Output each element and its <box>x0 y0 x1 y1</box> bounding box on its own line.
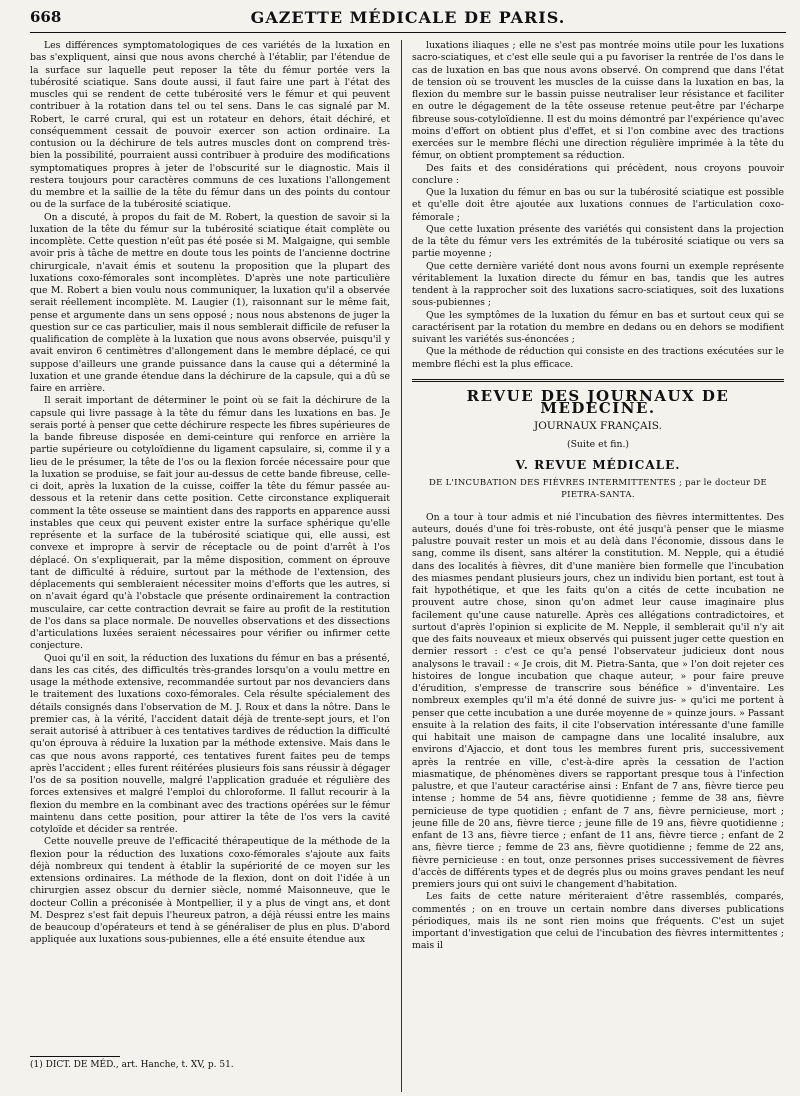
page-header <box>30 8 786 30</box>
column-divider <box>401 40 402 1092</box>
page-number: 668 <box>30 8 62 26</box>
paragraph: Cette nouvelle preuve de l'efficacité thérapeutique de la méthode de la flexion pour la réduction des luxations coxo-fémorales s'ajoute aux faits déjà nombreux qui tendent à établir la supériorité de ce moyen sur les extensions ordinaires. La méthode de la flexion, dont on doit l'idée à un chirurgien assez obscur du dernier siècle, nommé Maisonneuve, que le docteur Collin a préconisée à Montpellier, il y a plus de vingt ans, et dont M. Desprez s'est fait depuis l'heureux patron, a déjà réussi entre les mains de beaucoup d'opérateurs et tend à se généraliser de plus en plus. D'abord appliquée aux luxations sous-pubiennes, elle a été ensuite étendue aux <box>30 836 390 946</box>
paragraph: Les faits de cette nature mériteraient d'être rassemblés, comparés, commentés ; on en trouve un certain nombre dans diverses publications périodiques, mais ils ne sont rien moins que fréquents. C'est un sujet important d'investigation que celui de l'incubation des fièvres intermittentes ; mais il <box>412 891 784 952</box>
paragraph: Les différences symptomatologiques de ces variétés de la luxation en bas s'expliquent, ainsi que nous avons cherché à l'établir, par l'étendue de la surface sur laquelle peut reposer la tête du fémur portée vers la tubérosité sciatique. Sans doute aussi, il faut faire une part à l'état des muscles qui se rendent de cette tubérosité vers le fémur et qui peuvent contribuer à la rotation dans tel ou tel sens. Dans le cas signalé par M. Robert, le carré crural, qui est un rotateur en dehors, était déchiré, et conséquemment cessait de pouvoir exercer son action ordinaire. La contusion ou la déchirure de tels autres muscles dont on comprend très-bien la possibilité, pourraient aussi contribuer à produire des modifications symptomatiques propres à jeter de l'obscurité sur le diagnostic. Mais il restera toujours pour caractères communs de ces luxations l'allongement du membre et la saillie de la tête du fémur dans un des points du contour ou de la surface de la tubérosité sciatique. <box>30 40 390 211</box>
review-continuation: (Suite et fin.) <box>566 438 630 450</box>
right-column <box>412 40 784 1092</box>
section-heading: V. REVUE MÉDICALE. <box>515 457 681 472</box>
conclusion-item: Que les symptômes de la luxation du fémur en bas et surtout ceux qui se caractérisent par la rotation du membre en dedans ou en dehors se modifient suivant les variétés sus-énoncées ; <box>412 309 784 345</box>
review-title: REVUE DES JOURNAUX DE MÉDECINE. <box>466 386 730 417</box>
conclusion-item: Que cette dernière variété dont nous avons fourni un exemple représente véritablement la luxation directe du fémur en bas, tandis que les autres tendent à la rapprocher soit des luxations sacro-sciatiques, soit des luxations sous-pubiennes ; <box>412 260 784 309</box>
header-rule <box>30 32 786 33</box>
left-column <box>30 40 390 1053</box>
paragraph: On a tour à tour admis et nié l'incubation des fièvres intermittentes. Des auteurs, doués d'une foi très-robuste, ont été jusqu'à penser que le miasme palustre pouvait rester un mois et au delà dans l'économie, dissous dans le sang, comme ils disent, sans altérer la constitution. M. Nepple, qui a étudié dans des localités à fièvres, dit d'une manière bien formelle que l'incubation des miasmes pendant plusieurs jours, chez un individu bien portant, est tout à fait hypothétique, et que les faits qu'on a cités de cette incubation ne prouvent autre chose, sinon qu'on admet leur cause imaginaire plus facilement qu'une cause naturelle. Après ces allégations contradictoires, et surtout d'après l'opinion si explicite de M. Nepple, il semblerait qu'il n'y ait que des faits nouveaux et mieux observés qui puissent juger cette question en dernier ressort : c'est ce qu'a pensé l'observateur judicieux dont nous analysons le travail : « Je crois, dit M. Pietra-Santa, que » l'on doit rejeter ces histoires de longue incubation que chaque auteur, » pour faire preuve d'érudition, s'empresse de transcrire sous bénéfice » d'inventaire. Les nombreux exemples qu'il m'a été donné de suivre jus- » qu'ici me portent à penser que cette incubation a une durée moyenne de » quinze jours. » Passant ensuite à la relation des faits, il cite l'observation intéressante d'une famille qui habitait une maison de campagne dans une localité insalubre, aux environs d'Ajaccio, et dont tous les membres furent pris, successivement après la rentrée en ville, c'est-à-dire après la cessation de l'action miasmatique, de phénomènes divers se rapportant presque tous à l'infection palustre, et que l'auteur caractérise ainsi : Enfant de 7 ans, fièvre tierce peu intense ; homme de 54 ans, fièvre quotidienne ; femme de 38 ans, fièvre pernicieuse de type quotidien ; enfant de 7 ans, fièvre pernicieuse, mort ; jeune fille de 20 ans, fièvre tierce ; jeune fille de 19 ans, fièvre quotidienne ; enfant de 13 ans, fièvre tierce ; enfant de 11 ans, fièvre tierce ; enfant de 2 ans, fièvre tierce ; femme de 23 ans, fièvre quotidienne ; femme de 22 ans, fièvre pernicieuse : en tout, onze personnes prises successivement de fièvres d'accès de différents types et de degrés plus ou moins graves pendant les neuf premiers jours qui ont suivi le changement d'habitation. <box>412 511 784 890</box>
section-rule <box>412 379 784 382</box>
journal-title: GAZETTE MÉDICALE DE PARIS. <box>250 8 566 27</box>
article-title: DE L'INCUBATION DES FIÈVRES INTERMITTENTES ; par le docteur DE PIETRA-SANTA. <box>428 478 768 501</box>
paragraph: Quoi qu'il en soit, la réduction des luxations du fémur en bas a présenté, dans les cas cités, des difficultés très-grandes lorsqu'on a voulu mettre en usage la méthode extensive, recommandée surtout par nos devanciers dans le traitement des luxations coxo-fémorales. Cela résulte spécialement des détails consignés dans l'observation de M. J. Roux et dans la nôtre. Dans le premier cas, à la vérité, l'accident datait déjà de trente-sept jours, et l'on serait autorisé à attribuer à ces tentatives tardives de réduction la difficulté qu'on éprouva à réduire la luxation par la méthode extensive. Mais dans le cas que nous avons rapporté, ces tentatives furent faites peu de temps après l'accident ; elles furent réitérées plusieurs fois sans réussir à dégager l'os de sa position nouvelle, malgré l'application graduée et régulière des forces extensives et malgré l'emploi du chloroforme. Il fallut recourir à la flexion du membre en la combinant avec des tractions opérées sur le fémur maintenu dans cette position, pour attirer la tête de l'os vers la cavité cotyloïde et décider sa rentrée. <box>30 652 390 835</box>
footnote: (1) DICT. DE MÉD., art. Hanche, t. XV, p. 51. <box>30 1060 234 1070</box>
footnote-rule <box>30 1056 120 1057</box>
paragraph: Il serait important de déterminer le point où se fait la déchirure de la capsule qui livre passage à la tête du fémur dans les luxations en bas. Je serais porté à penser que cette déchirure respecte les fibres supérieures de la bande fibreuse disposée en demi-ceinture qui renforce en arrière la partie supérieure ou cotyloïdienne du ligament capsulaire, si, comme il y a lieu de le présumer, la tête de l'os ou la flexion forcée nécessaire pour que la luxation se produise, se fait jour au-dessus de cette bande fibreuse, celle-ci doit, après la luxation de la cuisse, coiffer la tête du fémur passée au-dessous et la retenir dans cette position. Cette circonstance expliquerait comment la tête osseuse se maintient dans des rapports en apparence aussi instables que ceux qui peuvent exister entre la surface sphérique qu'elle représente et la surface de la tubérosité sciatique qui, elle aussi, est convexe et impropre à servir de réceptacle ou de point d'arrêt à l'os déplacé. On s'expliquerait, par la même disposition, comment on éprouve tant de difficulté à réduire, surtout par la méthode de l'extension, des déplacements qui sembleraient nécessiter moins d'efforts que les autres, si on n'avait égard qu'à l'obstacle que présente ordinairement la contraction musculaire, car cette contraction devrait se faire au profit de la restitution de l'os dans sa place normale. De nouvelles observations et des dissections d'articulations luxées seraient nécessaires pour vérifier ou infirmer cette conjecture. <box>30 395 390 652</box>
conclusion-item: Que la méthode de réduction qui consiste en des tractions exécutées sur le membre fléchi est la plus efficace. <box>412 346 784 370</box>
conclusion-item: Que cette luxation présente des variétés qui consistent dans la projection de la tête du fémur vers les extrémités de la tubérosité sciatique ou vers sa partie moyenne ; <box>412 223 784 260</box>
paragraph: On a discuté, à propos du fait de M. Robert, la question de savoir si la luxation de la tête du fémur sur la tubérosité sciatique était complète ou incomplète. Cette question n'eût pas été posée si M. Malgaigne, qui semble avoir pris à tâche de mettre en doute tous les points de l'ancienne doctrine chirurgicale, n'avait émis et soutenu la proposition que la plupart des luxations coxo-fémorales sont incomplètes. D'après une note particulière que M. Robert a bien voulu nous communiquer, la luxation qu'il a observée serait réellement incomplète. M. Laugier (1), raisonnant sur le même fait, pense et argumente dans un sens opposé ; nous nous abstenons de juger la question sur ce cas particulier, mais il nous semblerait difficile de refuser la qualification de complète à la luxation que nous avons observée, puisqu'il y avait environ 6 centimètres d'allongement dans le membre déplacé, ce qui suppose d'ailleurs une grande puissance dans la cause qui a déterminé la luxation et une grande étendue dans la déchirure de la capsule, qui a dû se faire en arrière. <box>30 211 390 394</box>
paragraph: luxations iliaques ; elle ne s'est pas montrée moins utile pour les luxations sacro-sciatiques, et c'est elle seule qui a pu favoriser la rentrée de l'os dans le cas de luxation en bas que nous avons observé. On comprend que dans l'état de tension où se trouvent les muscles de la cuisse dans la luxation en bas, la flexion du membre sur le bassin puisse neutraliser leur résistance et faciliter en outre le dégagement de la tête osseuse retenue peut-être par l'écharpe fibreuse sous-cotyloïdienne. Il est du moins démontré par l'expérience qu'avec moins d'effort on obtient plus d'effet, et si l'on combine avec des tractions exercées sur le membre fléchi une direction régulière imprimée à la tête du fémur, on obtient promptement sa réduction. <box>412 40 784 162</box>
conclusion-item: Que la luxation du fémur en bas ou sur la tubérosité sciatique est possible et qu'elle doit être ajoutée aux luxations connues de l'articulation coxo-fémorale ; <box>412 187 784 223</box>
review-subtitle: JOURNAUX FRANÇAIS. <box>534 420 662 433</box>
paragraph: Des faits et des considérations qui précèdent, nous croyons pouvoir conclure : <box>412 162 784 186</box>
